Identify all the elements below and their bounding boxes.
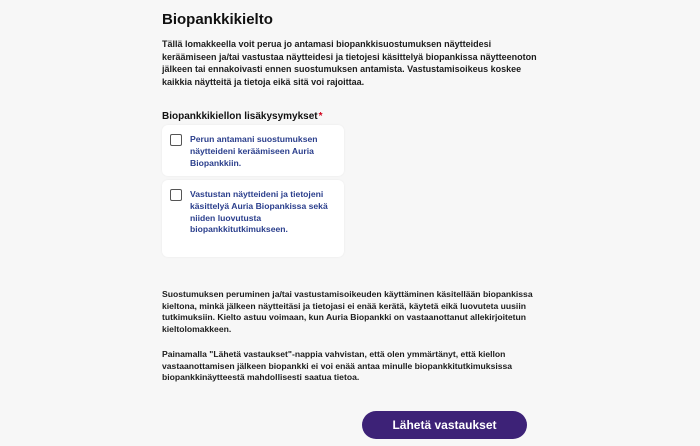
question-label [162,110,323,124]
submit-button[interactable]: Lähetä vastaukset [362,411,527,439]
option-label: Vastustan näytteideni ja tietojeni käsittelyä Auria Biopankissa sekä niiden luovutusta biopankkitutkimukseen. [190,189,328,235]
confirm-paragraph: Painamalla "Lähetä vastaukset"-nappia vahvistan, että olen ymmärtänyt, että kiellon vastaanottamisen jälkeen biopankki ei voi enää antaa minulle biopankkitutkimuksissa biopankkinäytteestä mahdollisesti saatua tietoa. [162,349,513,383]
required-mark: * [318,111,323,122]
option-withdraw-consent[interactable] [162,125,344,176]
question-label-text: Biopankkikiellon lisäkysymykset [162,111,318,122]
info-paragraph: Suostumuksen peruminen ja/tai vastustamisoikeuden käyttäminen käsitellään biopankissa kieltona, minkä jälkeen näytteitäsi ja tietojasi ei enää kerätä, käytetä eikä luovuteta uusiin tutkimuksiin. Kielto astuu voimaan, kun Auria Biopankki on vastaanottanut allekirjoitetun kieltolomakkeen. [162,289,533,334]
checkbox-withdraw-consent[interactable] [170,134,182,146]
page-title: Biopankkikielto [162,11,273,28]
form-header [162,10,542,88]
option-label: Perun antamani suostumuksen näytteideni keräämiseen Auria Biopankkiin. [190,134,318,168]
intro-text: Tällä lomakkeella voit perua jo antamasi biopankkisuostumuksen näytteidesi keräämiseen ja/tai vastustaa näytteidesi ja tietojesi käsittelyä biopankissa näytteenoton jälkeen tai ennakoivasti ennen suostumuksen antamista. Vastustamisoikeus koskee kaikkia näytteitä ja tietoja eikä sitä voi rajoittaa. [162,39,537,87]
option-object-processing[interactable] [162,180,344,257]
checkbox-object-processing[interactable] [170,189,182,201]
